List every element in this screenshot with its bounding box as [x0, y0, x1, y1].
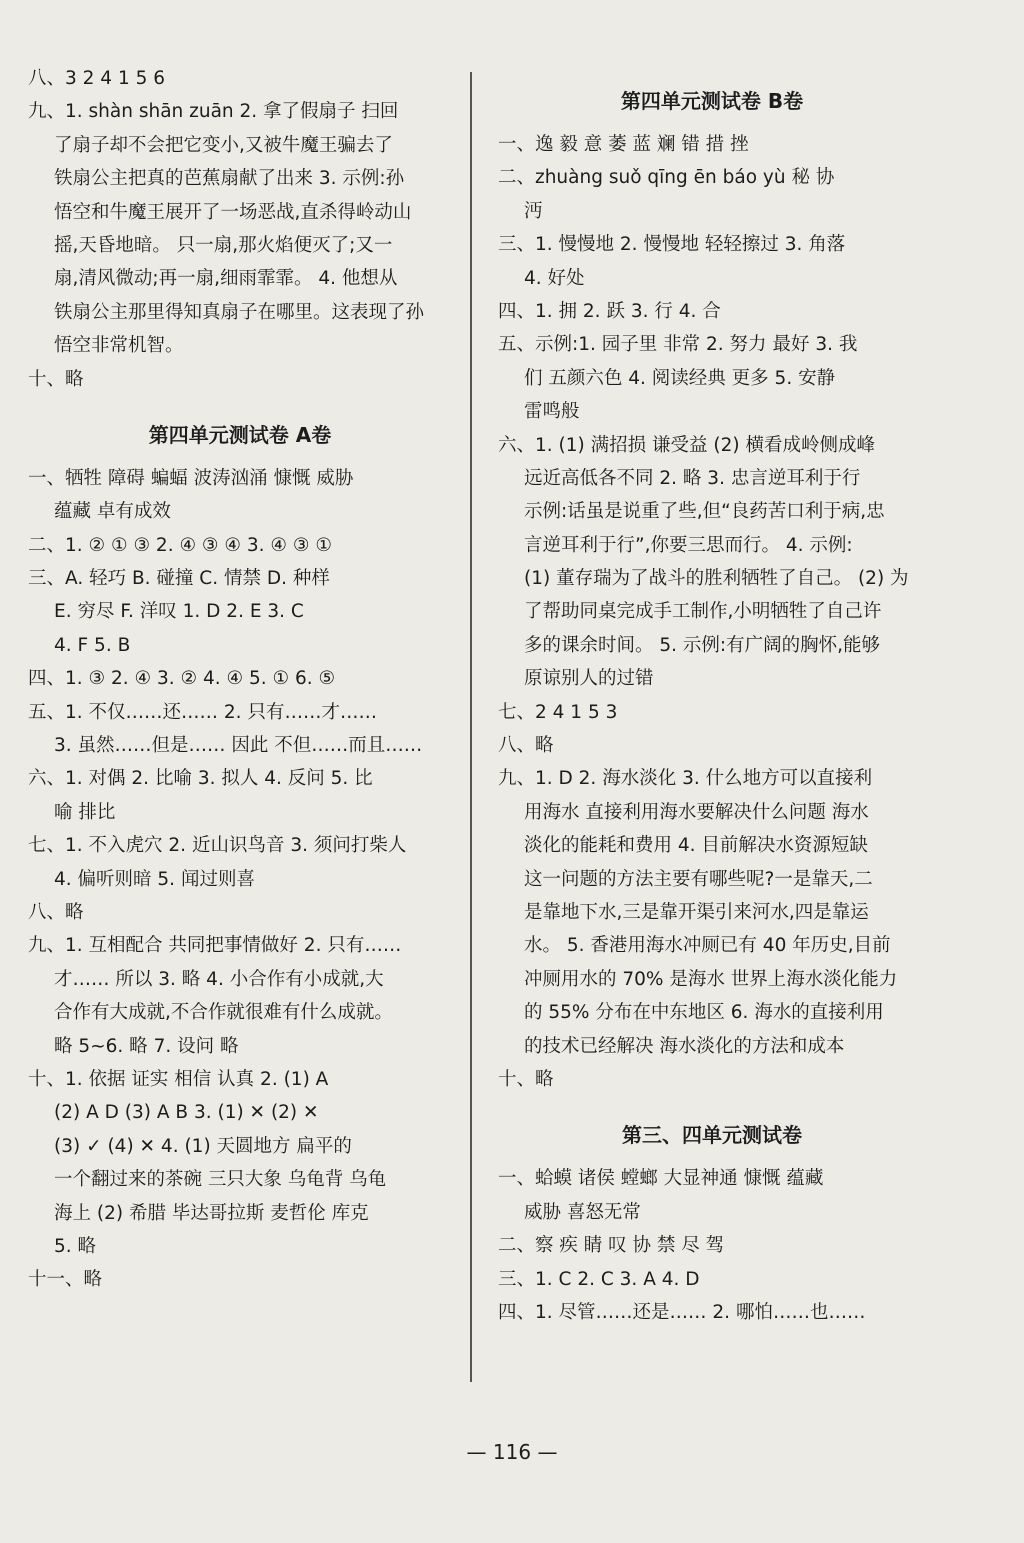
answer-line: 六、1. 对偶 2. 比喻 3. 拟人 4. 反问 5. 比 — [28, 768, 373, 790]
answer-line: 七、2 4 1 5 3 — [498, 701, 618, 723]
left-column — [28, 62, 452, 1297]
footer-dash-left: — — [466, 1440, 493, 1464]
answer-line: 4. 好处 — [524, 267, 585, 289]
answer-line: 九、1. 互相配合 共同把事情做好 2. 只有…… — [28, 935, 402, 957]
answer-line: 的技术已经解决 海水淡化的方法和成本 — [524, 1035, 845, 1057]
answer-line: 雷鸣般 — [524, 401, 580, 423]
answer-line: 一、逸 毅 意 萎 蓝 斓 错 措 挫 — [498, 134, 749, 155]
column-divider — [470, 72, 472, 1382]
answer-line: 扇,清风微动;再一扇,细雨霏霏。 4. 他想从 — [54, 268, 398, 290]
answer-line: 二、察 疾 睛 叹 协 禁 尽 驾 — [498, 1235, 725, 1257]
answer-line: 水。 5. 香港用海水冲厕已有 40 年历史,目前 — [524, 935, 891, 957]
answer-line: 九、1. D 2. 海水淡化 3. 什么地方可以直接利 — [498, 768, 873, 790]
answer-line: 5. 略 — [54, 1235, 97, 1257]
answer-line: 4. F 5. B — [54, 634, 131, 656]
section-heading: 第四单元测试卷 A卷 — [148, 422, 332, 447]
answer-line: 十、略 — [28, 368, 84, 390]
right-column — [498, 62, 926, 1329]
answer-line: 五、1. 不仅……还…… 2. 只有……才…… — [28, 701, 377, 723]
section-heading: 第三、四单元测试卷 — [622, 1123, 802, 1148]
answer-line: 喻 排比 — [54, 801, 116, 823]
answer-line: 远近高低各不同 2. 略 3. 忠言逆耳利于行 — [524, 467, 861, 489]
answer-line: 海上 (2) 希腊 毕达哥拉斯 麦哲伦 库克 — [54, 1202, 369, 1224]
answer-line: 的 55% 分布在中东地区 6. 海水的直接利用 — [524, 1002, 884, 1024]
answer-line: 一、蛤蟆 诸侯 螳螂 大显神通 慷慨 蕴藏 — [498, 1168, 824, 1190]
answer-line: 这一问题的方法主要有哪些呢?一是靠天,二 — [524, 868, 873, 890]
answer-line: 四、1. 尽管……还是…… 2. 哪怕……也…… — [498, 1301, 866, 1323]
answer-line: 威胁 喜怒无常 — [524, 1201, 641, 1223]
answer-line: 三、1. 慢慢地 2. 慢慢地 轻轻擦过 3. 角落 — [498, 234, 846, 256]
answer-line: 了扇子却不会把它变小,又被牛魔王骗去了 — [54, 134, 393, 156]
answer-line: 悟空和牛魔王展开了一场恶战,直杀得岭动山 — [54, 201, 412, 223]
answer-line: 是靠地下水,三是靠开渠引来河水,四是靠运 — [524, 901, 869, 923]
answer-line: 用海水 直接利用海水要解决什么问题 海水 — [524, 801, 869, 823]
answer-line: 言逆耳利于行”,你要三思而行。 4. 示例: — [524, 534, 853, 556]
answer-line: 铁扇公主那里得知真扇子在哪里。这表现了孙 — [54, 301, 425, 323]
answer-line: 九、1. shàn shān zuān 2. 拿了假扇子 扫回 — [28, 101, 399, 123]
answer-line: 三、1. C 2. C 3. A 4. D — [498, 1268, 700, 1290]
answer-line: 十一、略 — [28, 1269, 103, 1291]
answer-line: 三、A. 轻巧 B. 碰撞 C. 情禁 D. 种样 — [28, 568, 330, 590]
answer-line: 原谅别人的过错 — [524, 668, 654, 690]
page-footer — [0, 1440, 1024, 1464]
answer-line: 五、示例:1. 园子里 非常 2. 努力 最好 3. 我 — [498, 334, 858, 356]
answer-line: 铁扇公主把真的芭蕉扇献了出来 3. 示例:孙 — [54, 168, 405, 190]
answer-line: 3. 虽然……但是…… 因此 不但……而且…… — [54, 735, 423, 757]
answer-line: 四、1. ③ 2. ④ 3. ② 4. ④ 5. ① 6. ⑤ — [28, 668, 336, 690]
answer-line: 八、略 — [498, 735, 554, 757]
answer-line: 十、略 — [498, 1068, 554, 1090]
answer-line: 悟空非常机智。 — [54, 335, 184, 357]
answer-line: 4. 偏听则暗 5. 闻过则喜 — [54, 868, 255, 890]
answer-line: 示例:话虽是说重了些,但“良药苦口利于病,忠 — [524, 501, 885, 523]
answer-line: 八、3 2 4 1 5 6 — [28, 68, 166, 89]
answer-line: 一、牺牲 障碍 蝙蝠 波涛汹涌 慷慨 威胁 — [28, 467, 354, 489]
answer-line: 淡化的能耗和费用 4. 目前解决水资源短缺 — [524, 835, 868, 857]
answer-line: 蕴藏 卓有成效 — [54, 501, 171, 523]
answer-line: 摇,天昏地暗。 只一扇,那火焰便灭了;又一 — [54, 234, 393, 256]
answer-line: 冲厕用水的 70% 是海水 世界上海水淡化能力 — [524, 968, 898, 990]
answer-line: 略 5~6. 略 7. 设问 略 — [54, 1035, 239, 1057]
answer-line: E. 穷尽 F. 洋叹 1. D 2. E 3. C — [54, 601, 304, 623]
answer-line: 合作有大成就,不合作就很难有什么成就。 — [54, 1002, 393, 1024]
answer-line: 八、略 — [28, 901, 84, 923]
page-number: 116 — [492, 1440, 532, 1464]
answer-line: 们 五颜六色 4. 阅读经典 更多 5. 安静 — [524, 367, 836, 389]
answer-line: 多的课余时间。 5. 示例:有广阔的胸怀,能够 — [524, 634, 881, 656]
answer-line: 二、1. ② ① ③ 2. ④ ③ ④ 3. ④ ③ ① — [28, 534, 332, 556]
answer-line: 沔 — [524, 200, 543, 222]
answer-line: 一个翻过来的茶碗 三只大象 乌龟背 乌龟 — [54, 1169, 387, 1191]
answer-line: (2) A D (3) A B 3. (1) ✕ (2) ✕ — [54, 1102, 319, 1124]
footer-dash-right: — — [531, 1440, 558, 1464]
answer-line: 二、zhuàng suǒ qīng ēn báo yù 秘 协 — [498, 167, 835, 189]
answer-line: (1) 董存瑞为了战斗的胜利牺牲了自己。 (2) 为 — [524, 568, 909, 590]
answer-line: 七、1. 不入虎穴 2. 近山识鸟音 3. 须问打柴人 — [28, 835, 407, 857]
answer-line: 了帮助同桌完成手工制作,小明牺牲了自己许 — [524, 601, 882, 623]
answer-line: 十、1. 依据 证实 相信 认真 2. (1) A — [28, 1068, 329, 1090]
answer-line: (3) ✓ (4) ✕ 4. (1) 天圆地方 扁平的 — [54, 1135, 352, 1157]
answer-line: 四、1. 拥 2. 跃 3. 行 4. 合 — [498, 300, 721, 322]
answer-line: 才…… 所以 3. 略 4. 小合作有小成就,大 — [54, 968, 384, 990]
answer-line: 六、1. (1) 满招损 谦受益 (2) 横看成岭侧成峰 — [498, 434, 875, 456]
section-heading: 第四单元测试卷 B卷 — [620, 89, 804, 113]
